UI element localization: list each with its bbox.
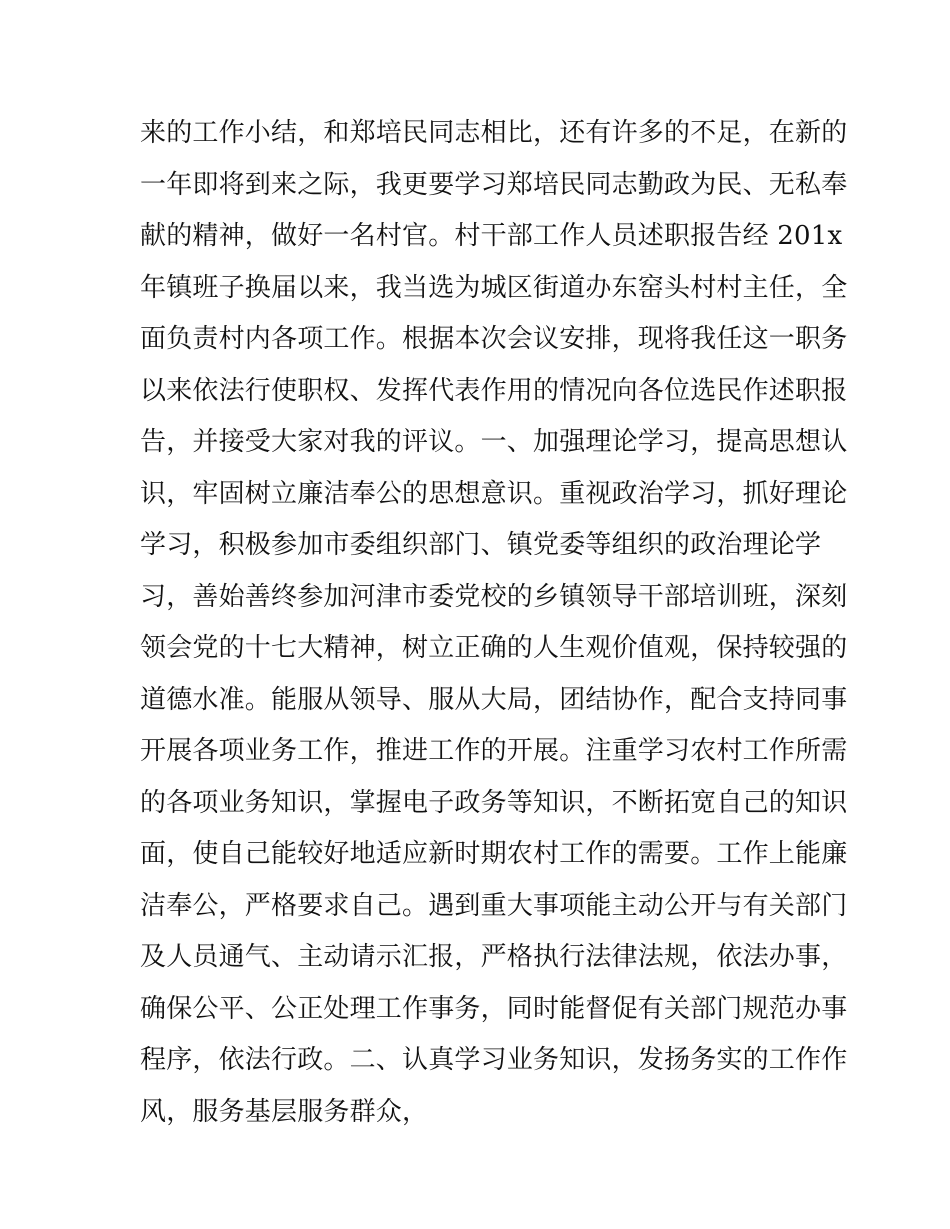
text-line-1: 来的工作小结，和郑培民同志相比，还有许多的不足，在新的 [140, 118, 848, 148]
text-line-8: 识，牢固树立廉洁奉公的思想意识。重视政治学习，抓好理论 [140, 478, 848, 509]
body-paragraph [140, 108, 848, 1138]
text-line-3: 献的精神，做好一名村官。村干部工作人员述职报告经 201x [140, 221, 843, 251]
text-line-9: 学习，积极参加市委组织部门、镇党委等组织的政治理论学 [140, 530, 822, 560]
text-line-18: 确保公平、公正处理工作事务，同时能督促有关部门规范办事 [140, 993, 848, 1024]
text-line-12: 道德水准。能服从领导、服从大局，团结协作，配合支持同事 [140, 684, 848, 715]
text-line-2: 一年即将到来之际，我更要学习郑培民同志勤政为民、无私奉 [140, 169, 848, 200]
text-line-6: 以来依法行使职权、发挥代表作用的情况向各位选民作述职报 [140, 375, 848, 406]
text-line-20: 风，服务基层服务群众， [140, 1096, 429, 1127]
text-line-14: 的各项业务知识，掌握电子政务等知识，不断拓宽自己的知识 [140, 787, 848, 818]
text-line-10: 习，善始善终参加河津市委党校的乡镇领导干部培训班，深刻 [140, 581, 848, 612]
text-line-17: 及人员通气、主动请示汇报，严格执行法律法规，依法办事， [140, 942, 848, 972]
text-line-16: 洁奉公，严格要求自己。遇到重大事项能主动公开与有关部门 [140, 890, 848, 921]
text-line-13: 开展各项业务工作，推进工作的开展。注重学习农村工作所需 [140, 736, 848, 766]
text-line-11: 领会党的十七大精神，树立正确的人生观价值观，保持较强的 [140, 633, 848, 663]
text-line-4: 年镇班子换届以来，我当选为城区街道办东窑头村村主任，全 [140, 272, 848, 303]
text-line-5: 面负责村内各项工作。根据本次会议安排，现将我任这一职务 [140, 324, 848, 354]
text-line-15: 面，使自己能较好地适应新时期农村工作的需要。工作上能廉 [140, 839, 848, 869]
text-line-19: 程序，依法行政。二、认真学习业务知识，发扬务实的工作作 [140, 1045, 848, 1075]
text-line-7: 告，并接受大家对我的评议。一、加强理论学习，提高思想认 [140, 427, 848, 457]
